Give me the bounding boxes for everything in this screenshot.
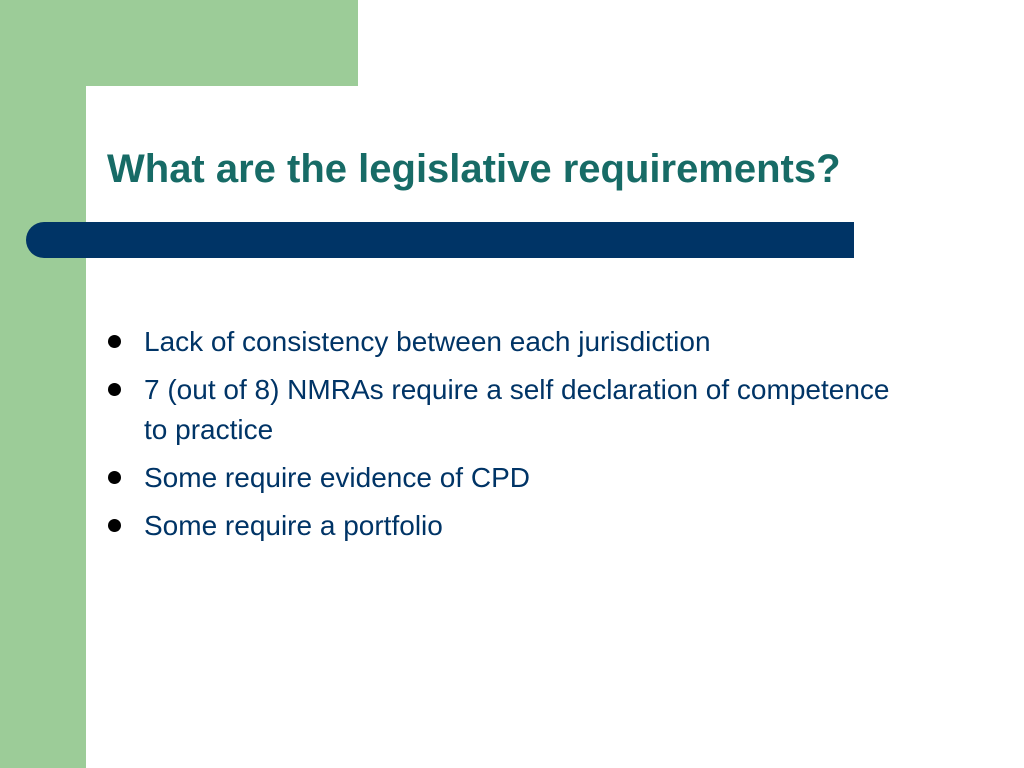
- bullet-dot-icon: [108, 519, 121, 532]
- bullet-text: 7 (out of 8) NMRAs require a self declaration of competence to practice: [144, 374, 890, 445]
- green-side-bar: [0, 0, 86, 768]
- bullet-text: Lack of consistency between each jurisdiction: [144, 326, 711, 357]
- bullet-list: [106, 322, 906, 554]
- bullet-dot-icon: [108, 383, 121, 396]
- slide-title: What are the legislative requirements?: [107, 147, 841, 191]
- bullet-dot-icon: [108, 471, 121, 484]
- bullet-text: Some require evidence of CPD: [144, 462, 530, 493]
- bullet-item: [106, 506, 906, 546]
- bullet-item: [106, 322, 906, 362]
- green-top-block: [0, 0, 358, 86]
- bullet-text: Some require a portfolio: [144, 510, 443, 541]
- title-underline-bar: [26, 222, 854, 258]
- bullet-item: [106, 458, 906, 498]
- bullet-item: [106, 370, 906, 450]
- bullet-dot-icon: [108, 335, 121, 348]
